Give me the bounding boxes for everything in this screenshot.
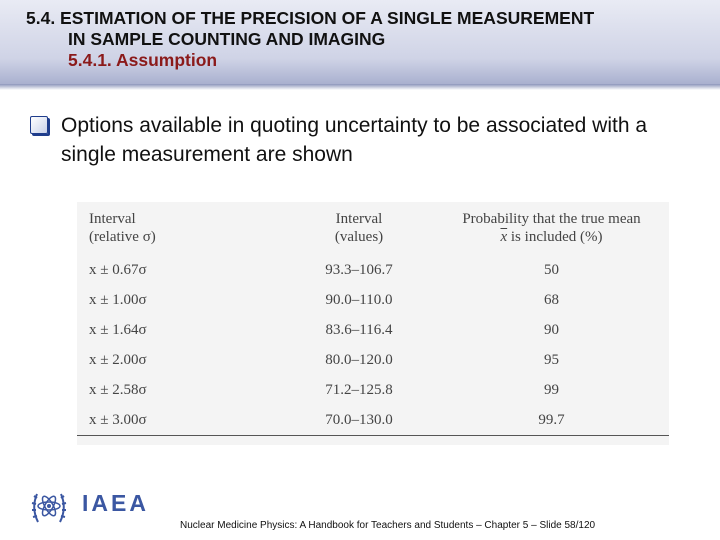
- title-line-2: IN SAMPLE COUNTING AND IMAGING: [68, 29, 386, 49]
- iaea-emblem-icon: [29, 484, 69, 528]
- header-interval-values: Interval (values): [334, 211, 384, 245]
- cell-relative-interval: x ± 0.67σ: [89, 261, 147, 278]
- cell-interval-values: 70.0–130.0: [284, 405, 434, 436]
- bullet-item: [30, 111, 690, 169]
- cell-relative-interval: x ± 3.00σ: [77, 405, 284, 436]
- cell-probability: 50: [544, 261, 559, 278]
- cell-interval-values: 90.0–110.0: [325, 291, 393, 308]
- header-probability: Probability that the true mean $\overline{x}$ is included (%): [462, 211, 641, 245]
- confidence-interval-table: [77, 210, 669, 436]
- table-row: [77, 285, 669, 315]
- cell-probability: 99: [544, 381, 559, 398]
- table-header-row: [77, 210, 669, 255]
- table-figure: [77, 202, 669, 445]
- slide-footer: Nuclear Medicine Physics: A Handbook for Teachers and Students – Chapter 5 – Slide 58/120: [180, 520, 596, 531]
- cell-probability: 90: [544, 321, 559, 338]
- cell-relative-interval: x ± 2.58σ: [89, 381, 147, 398]
- iaea-logo-text: IAEA: [82, 490, 149, 516]
- cell-relative-interval: x ± 1.00σ: [89, 291, 147, 308]
- table-row: [77, 315, 669, 345]
- cell-interval-values: 83.6–116.4: [325, 321, 393, 338]
- cell-relative-interval: x ± 2.00σ: [89, 351, 147, 368]
- table-row: [77, 345, 669, 375]
- table-row: [77, 405, 669, 436]
- checkbox-bullet-icon: [30, 116, 48, 134]
- cell-interval-values: 80.0–120.0: [325, 351, 393, 368]
- cell-probability: 99.7: [434, 405, 669, 436]
- slide-subtitle: 5.4.1. Assumption: [68, 50, 218, 70]
- cell-interval-values: 93.3–106.7: [325, 261, 393, 278]
- slide-title: [26, 8, 594, 71]
- cell-probability: 68: [544, 291, 559, 308]
- header-relative-interval: Interval (relative σ): [89, 211, 156, 245]
- table-row: [77, 255, 669, 285]
- bullet-text: Options available in quoting uncertainty to be associated with a single measurement are shown: [61, 114, 648, 166]
- cell-interval-values: 71.2–125.8: [325, 381, 393, 398]
- header-shadow: [0, 84, 720, 90]
- title-line-1: 5.4. ESTIMATION OF THE PRECISION OF A SINGLE MEASUREMENT: [26, 8, 595, 28]
- cell-relative-interval: x ± 1.64σ: [89, 321, 147, 338]
- cell-probability: 95: [544, 351, 559, 368]
- table-row: [77, 375, 669, 405]
